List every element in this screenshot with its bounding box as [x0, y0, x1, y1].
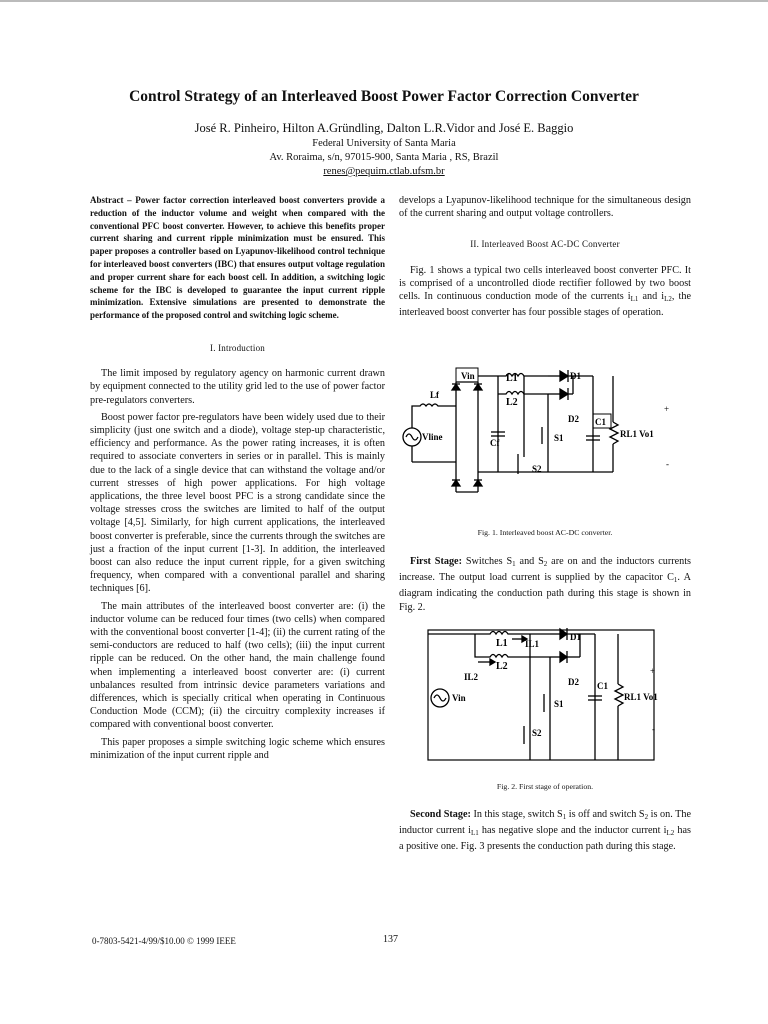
svg-text:L1: L1 — [496, 638, 508, 649]
svg-text:S1: S1 — [554, 433, 564, 443]
svg-text:IL2: IL2 — [464, 672, 479, 682]
svg-text:Cf: Cf — [490, 438, 500, 448]
svg-text:S2: S2 — [532, 464, 542, 474]
left-column — [90, 194, 385, 766]
copyright-notice: 0-7803-5421-4/99/$10.00 © 1999 IEEE — [92, 936, 236, 946]
svg-text:L2: L2 — [506, 397, 518, 408]
right-column-top — [399, 194, 691, 323]
svg-text:D1: D1 — [570, 371, 581, 381]
intro-paragraph: This paper proposes a simple switching logic scheme which ensures minimization of the input current ripple and — [90, 736, 385, 761]
svg-text:D2: D2 — [568, 677, 579, 687]
section-heading-interleaved-boost: II. Interleaved Boost AC-DC Converter — [470, 239, 620, 250]
svg-text:L2: L2 — [496, 661, 508, 672]
author-email[interactable]: renes@pequim.ctlab.ufsm.br — [323, 166, 445, 177]
first-stage-paragraph: First Stage: Switches $S_1$ and $S_2$ are on and the inductors currents increase. The output load current is supplied by the capacitor $C_1$. A diagram indicating the conduction path during this stage is shown in Fig. 2. — [399, 556, 692, 613]
svg-text:C1: C1 — [597, 681, 608, 691]
figure-1-circuit — [398, 362, 698, 522]
second-stage-paragraph: Second Stage: In this stage, switch $S_1$ is off and switch $S_2$ is on. The inductor current $i_{L1}$ has negative slope and the inductor current $i_{L2}$ has a positive one. Fig. 3 presents the conduction path during this stage. — [399, 809, 691, 853]
fig1-intro-paragraph: Fig. 1 shows a typical two cells interleaved boost converter PFC. It is comprised of a uncontrolled diode rectifier followed by two boost cells. In continuous conduction mode of the currents $i_{L1}$ and $i_{L2}$, the interleaved boost converter has four possible stages of operation. — [399, 264, 692, 319]
svg-text:RL1 Vo1: RL1 Vo1 — [620, 429, 654, 439]
svg-text:IL1: IL1 — [525, 639, 540, 649]
authors: José R. Pinheiro, Hilton A.Gründling, Dalton L.R.Vidor and José E. Baggio — [194, 121, 574, 135]
svg-text:+: + — [650, 666, 656, 676]
page-number: 137 — [383, 934, 398, 945]
figure-2-circuit — [420, 622, 680, 772]
svg-text:Vin: Vin — [461, 371, 475, 381]
svg-text:Vin: Vin — [452, 693, 466, 703]
intro-paragraph: The limit imposed by regulatory agency on harmonic current drawn by equipment connected to the utility grid led to the use of power factor pre-regulators converters. — [90, 368, 385, 406]
abstract: Abstract – Power factor correction interleaved boost converters provide a reduction of the inductor volume and weight when compared with the conventional PFC boost converter. However, to achieve this benefits proper current sharing and current ripple minimization must be ensured. This paper proposes a controller based on Lyapunov-likelihood control technique for interleaved boost converters (IBC) that ensures output voltage regulation and proper current share for each boost cell. In addition, a switching logic scheme for the IBC is developed to guarantee the input current ripple minimization. Extensive simulations are presented to demonstrate the performance of the proposed control and switching logic scheme. — [90, 195, 385, 321]
lyapunov-paragraph: develops a Lyapunov-likelihood technique for the simultaneous design of the current sharing and output voltage controllers. — [399, 195, 691, 220]
svg-text:D2: D2 — [568, 414, 579, 424]
svg-text:C1: C1 — [595, 417, 606, 427]
svg-text:-: - — [666, 459, 669, 469]
intro-paragraph: The main attributes of the interleaved boost converter are: (i) the inductor volume can be reduced four times (two cells) when compared with the conventional boost converter [1-4]; (ii) the current rating of the semi-conductors are reduced to half (two cells); (iii) the input current ripple can be reduced. On the other hand, the main challenge found when implementing a interleaved boost converter are: (i) current unbalances resulted from intrinsic device parameters variations and differences, which is specially critical when operating in Continuous Conduction Mode (CCM); (ii) the circuitry complexity increases if compared with conventional boost converter. — [90, 600, 385, 731]
svg-text:-: - — [652, 724, 655, 734]
svg-text:S2: S2 — [532, 728, 542, 738]
svg-text:+: + — [664, 404, 670, 414]
svg-text:Lf: Lf — [430, 390, 439, 400]
paper-title: Control Strategy of an Interleaved Boost Power Factor Correction Converter — [129, 88, 639, 105]
figure-1-caption: Fig. 1. Interleaved boost AC-DC converter. — [477, 528, 613, 537]
svg-text:D1: D1 — [570, 632, 581, 642]
top-border — [0, 0, 768, 2]
svg-text:L1: L1 — [506, 373, 518, 384]
svg-text:RL1 Vo1: RL1 Vo1 — [624, 692, 658, 702]
svg-text:S1: S1 — [554, 699, 564, 709]
figure-2-caption: Fig. 2. First stage of operation. — [496, 782, 594, 791]
affiliation-university: Federal University of Santa Maria — [312, 138, 456, 149]
affiliation-address: Av. Roraima, s/n, 97015-900, Santa Maria , RS, Brazil — [269, 152, 499, 163]
svg-text:Vline: Vline — [422, 432, 443, 442]
section-heading-introduction: I. Introduction — [210, 342, 265, 353]
intro-paragraph: Boost power factor pre-regulators have been widely used due to their simplicity (just one switch and a diode), voltage step-up characteristic, efficiency and performance. As the power rating increases, it is often required to associate converters in series or in parallel. This is mainly due to the lack of a single device that can withstand the voltage and/or current stresses of high power applications. For high voltage applications, the three level boost PFC is a strong candidate since the voltage stresses cross the switches are limited to half of the output voltage [4,5]. Similarly, for high current applications, the interleaved boost converter is preferable, since the currents through the switches are just a fraction of the input current [1-3]. In addition, the interleaved boost can also reduce the input current ripple, for a given switching frequency, when compared with a conventional parallel and sharing techniques [6]. — [90, 411, 385, 595]
